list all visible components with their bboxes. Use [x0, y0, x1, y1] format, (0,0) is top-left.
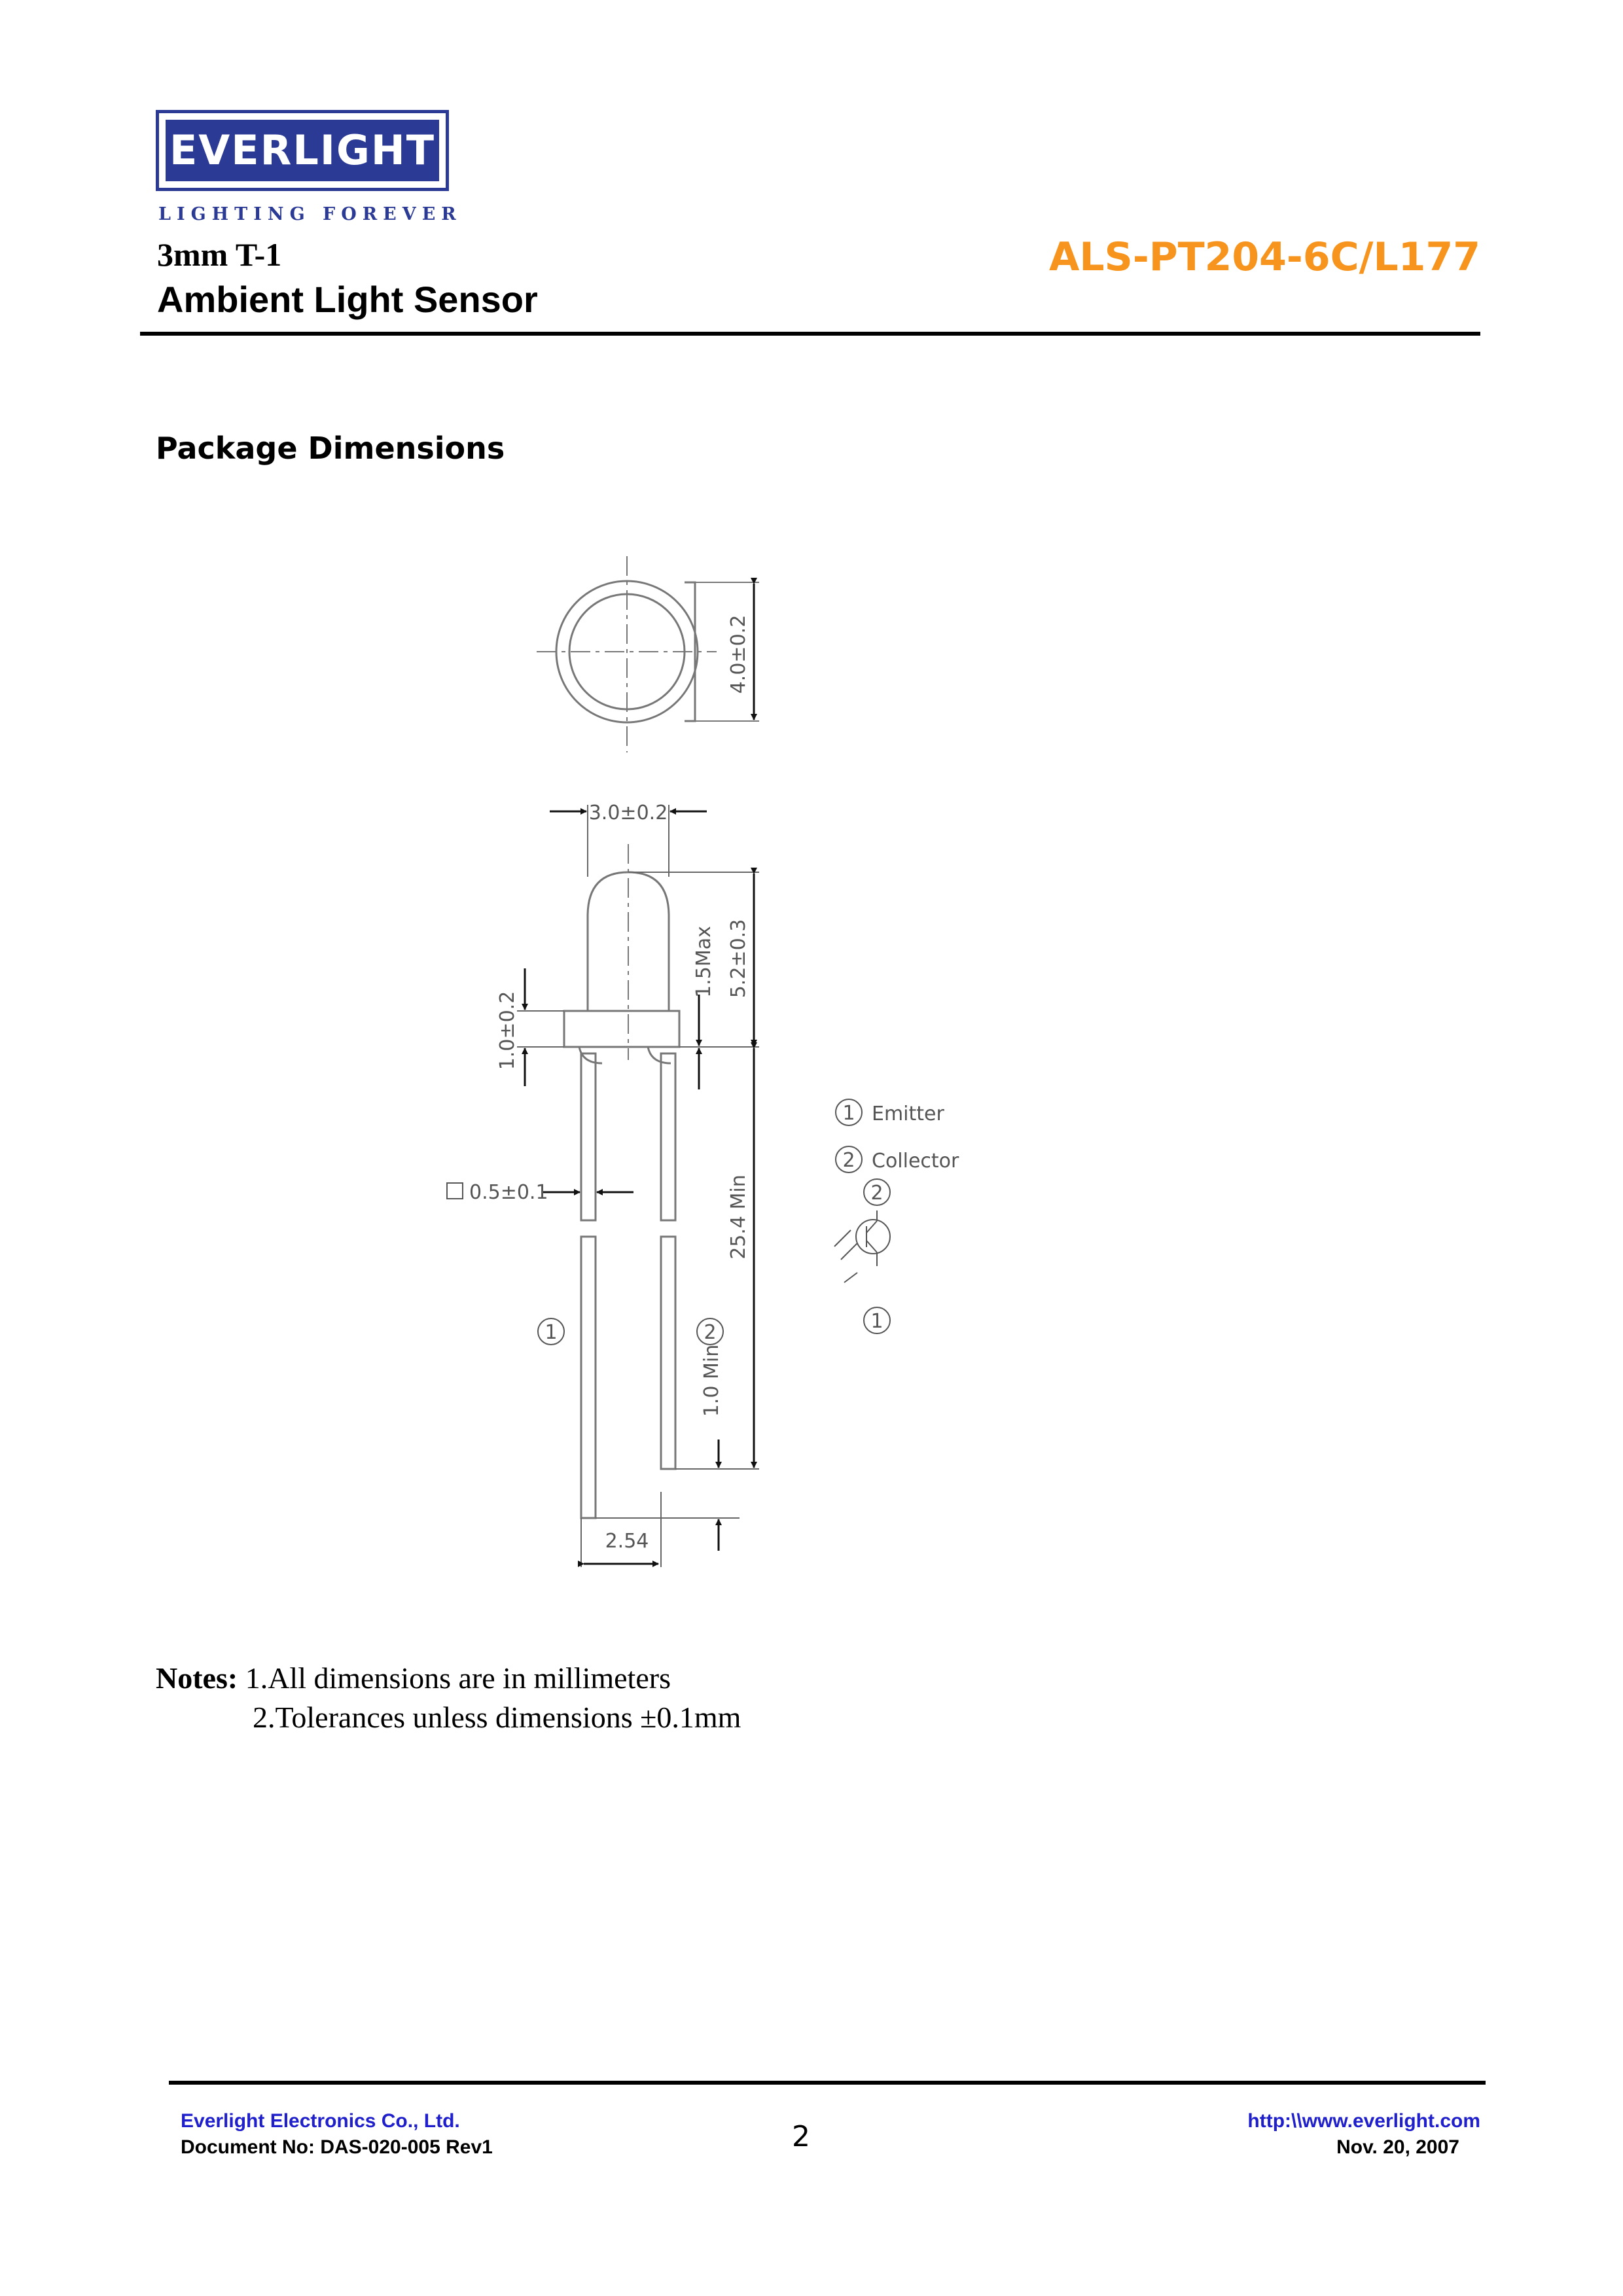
flange	[564, 1011, 679, 1047]
lead-2-lower	[661, 1237, 675, 1469]
footer-divider	[169, 2081, 1486, 2085]
footer-url[interactable]: http:\\www.everlight.com	[1247, 2110, 1480, 2132]
pin-2-marker: 2	[704, 1321, 717, 1344]
product-name: Ambient Light Sensor	[157, 279, 538, 320]
section-title: Package Dimensions	[156, 431, 505, 466]
note-1: 1.All dimensions are in millimeters	[245, 1661, 671, 1695]
legend-collector: Collector	[872, 1150, 959, 1173]
page-number: 2	[792, 2120, 810, 2153]
side-view	[564, 844, 679, 1518]
dim-lead-offset: 1.0 Min	[700, 1344, 723, 1417]
logo-tagline: LIGHTING FOREVER	[158, 204, 462, 224]
product-size: 3mm T-1	[157, 236, 282, 273]
symbol-pin-top: 2	[870, 1182, 883, 1205]
footer-document-number: Document No: DAS-020-005 Rev1	[181, 2136, 493, 2158]
pin-1-marker: 1	[544, 1321, 558, 1344]
top-view	[537, 556, 759, 752]
lead-1-lower	[581, 1237, 596, 1518]
legend-emitter: Emitter	[872, 1103, 944, 1125]
extension-lines	[517, 805, 759, 1567]
lead-1-upper	[581, 1053, 596, 1220]
lead-square-symbol	[447, 1183, 463, 1199]
dimension-arrows	[525, 811, 754, 1564]
lead-1-bend	[579, 1047, 602, 1063]
part-number: ALS-PT204-6C/L177	[1048, 234, 1480, 280]
dim-lead-pitch: 2.54	[605, 1530, 649, 1553]
dim-flange-max: 1.5Max	[692, 926, 715, 998]
note-line-1	[156, 1659, 741, 1698]
notes	[156, 1659, 741, 1737]
dim-flange-height: 1.0±0.2	[496, 991, 519, 1070]
dim-body-height: 5.2±0.3	[727, 919, 750, 998]
dim-body-width: 3.0±0.2	[588, 802, 668, 824]
footer-date: Nov. 20, 2007	[1336, 2136, 1459, 2158]
legend-emitter-number: 1	[842, 1102, 855, 1125]
dim-lead-length: 25.4 Min	[727, 1174, 750, 1260]
logo-wordmark: EVERLIGHT	[169, 126, 436, 174]
footer-company: Everlight Electronics Co., Ltd.	[181, 2110, 460, 2132]
notes-label: Notes:	[156, 1661, 238, 1695]
lead-2-upper	[661, 1053, 675, 1220]
dim-lead-square: 0.5±0.1	[469, 1181, 548, 1204]
note-2: 2.Tolerances unless dimensions ±0.1mm	[253, 1701, 741, 1734]
dim-top-diameter: 4.0±0.2	[727, 614, 750, 694]
legend-collector-number: 2	[842, 1149, 855, 1172]
lead-2-bend	[648, 1047, 671, 1063]
symbol-pin-bottom: 1	[870, 1310, 883, 1333]
